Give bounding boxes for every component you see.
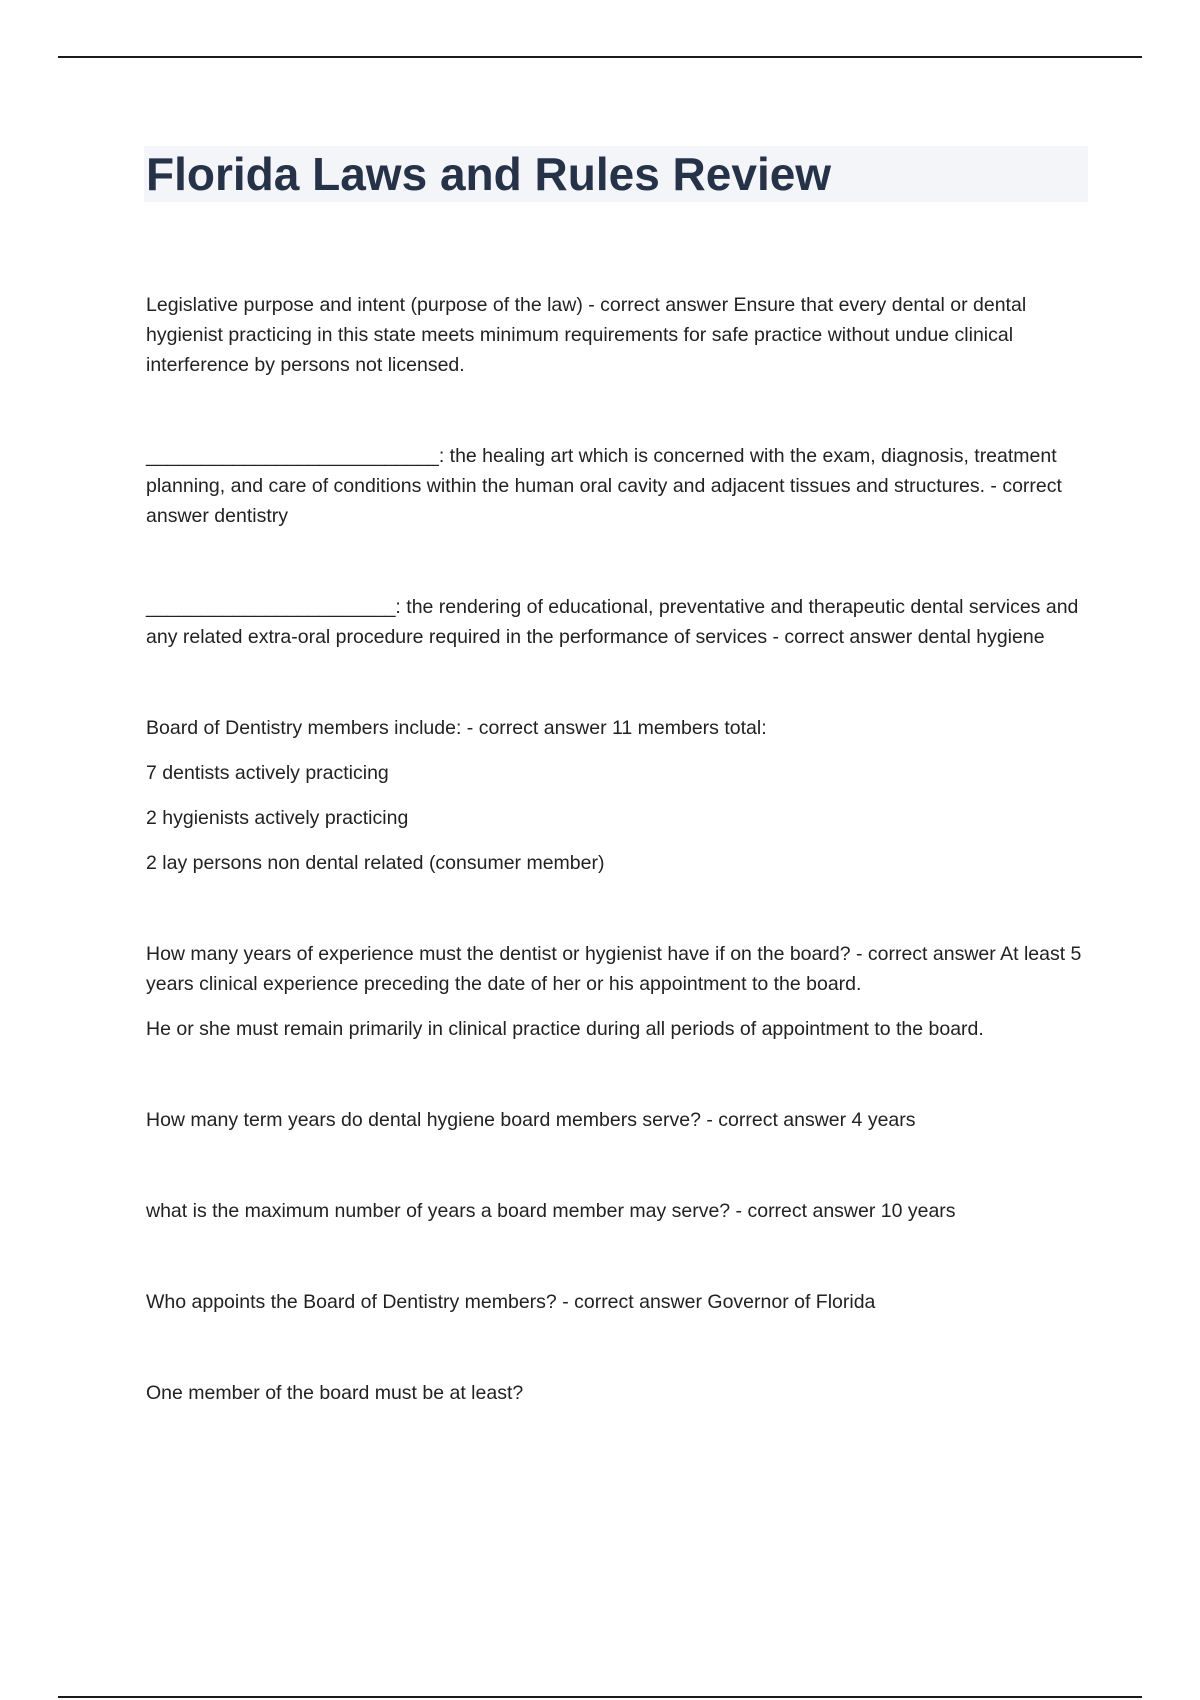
qa-line-lay-persons: 2 lay persons non dental related (consumer member) — [146, 852, 605, 874]
qa-item-years-experience: How many years of experience must the dentist or hygienist have if on the board? - correct answer At least 5 years clinical experience preceding the date of her or his appointment to the board. — [146, 943, 1082, 995]
qa-item-board-members: Board of Dentistry members include: - correct answer 11 members total: — [146, 717, 767, 739]
qa-item-term-years: How many term years do dental hygiene board members serve? - correct answer 4 years — [146, 1109, 916, 1131]
qa-item-legislative-purpose: Legislative purpose and intent (purpose of the law) - correct answer Ensure that every dental or dental hygienist practicing in this state meets minimum requirements for safe practice without undue clinical interference by persons not licensed. — [146, 294, 1027, 376]
qa-item-one-member: One member of the board must be at least? — [146, 1382, 524, 1404]
qa-line-clinical-practice: He or she must remain primarily in clinical practice during all periods of appointment to the board. — [146, 1018, 984, 1040]
page-title: Florida Laws and Rules Review — [146, 148, 832, 200]
qa-item-dental-hygiene: _______________________: the rendering of educational, preventative and therapeutic dental services and any related extra-oral procedure required in the performance of services - correct answer dental hygiene — [146, 596, 1079, 648]
qa-item-max-years: what is the maximum number of years a board member may serve? - correct answer 10 years — [146, 1200, 956, 1222]
top-divider — [58, 56, 1142, 58]
bottom-divider — [58, 1696, 1142, 1698]
qa-item-appoints: Who appoints the Board of Dentistry members? - correct answer Governor of Florida — [146, 1291, 876, 1313]
qa-item-dentistry: ___________________________: the healing art which is concerned with the exam, diagnosis, treatment planning, and care of conditions within the human oral cavity and adjacent tissues and structures. - correct answer dentistry — [146, 445, 1062, 527]
qa-line-dentists: 7 dentists actively practicing — [146, 762, 389, 784]
qa-line-hygienists: 2 hygienists actively practicing — [146, 807, 409, 829]
document-body — [146, 290, 1086, 1408]
